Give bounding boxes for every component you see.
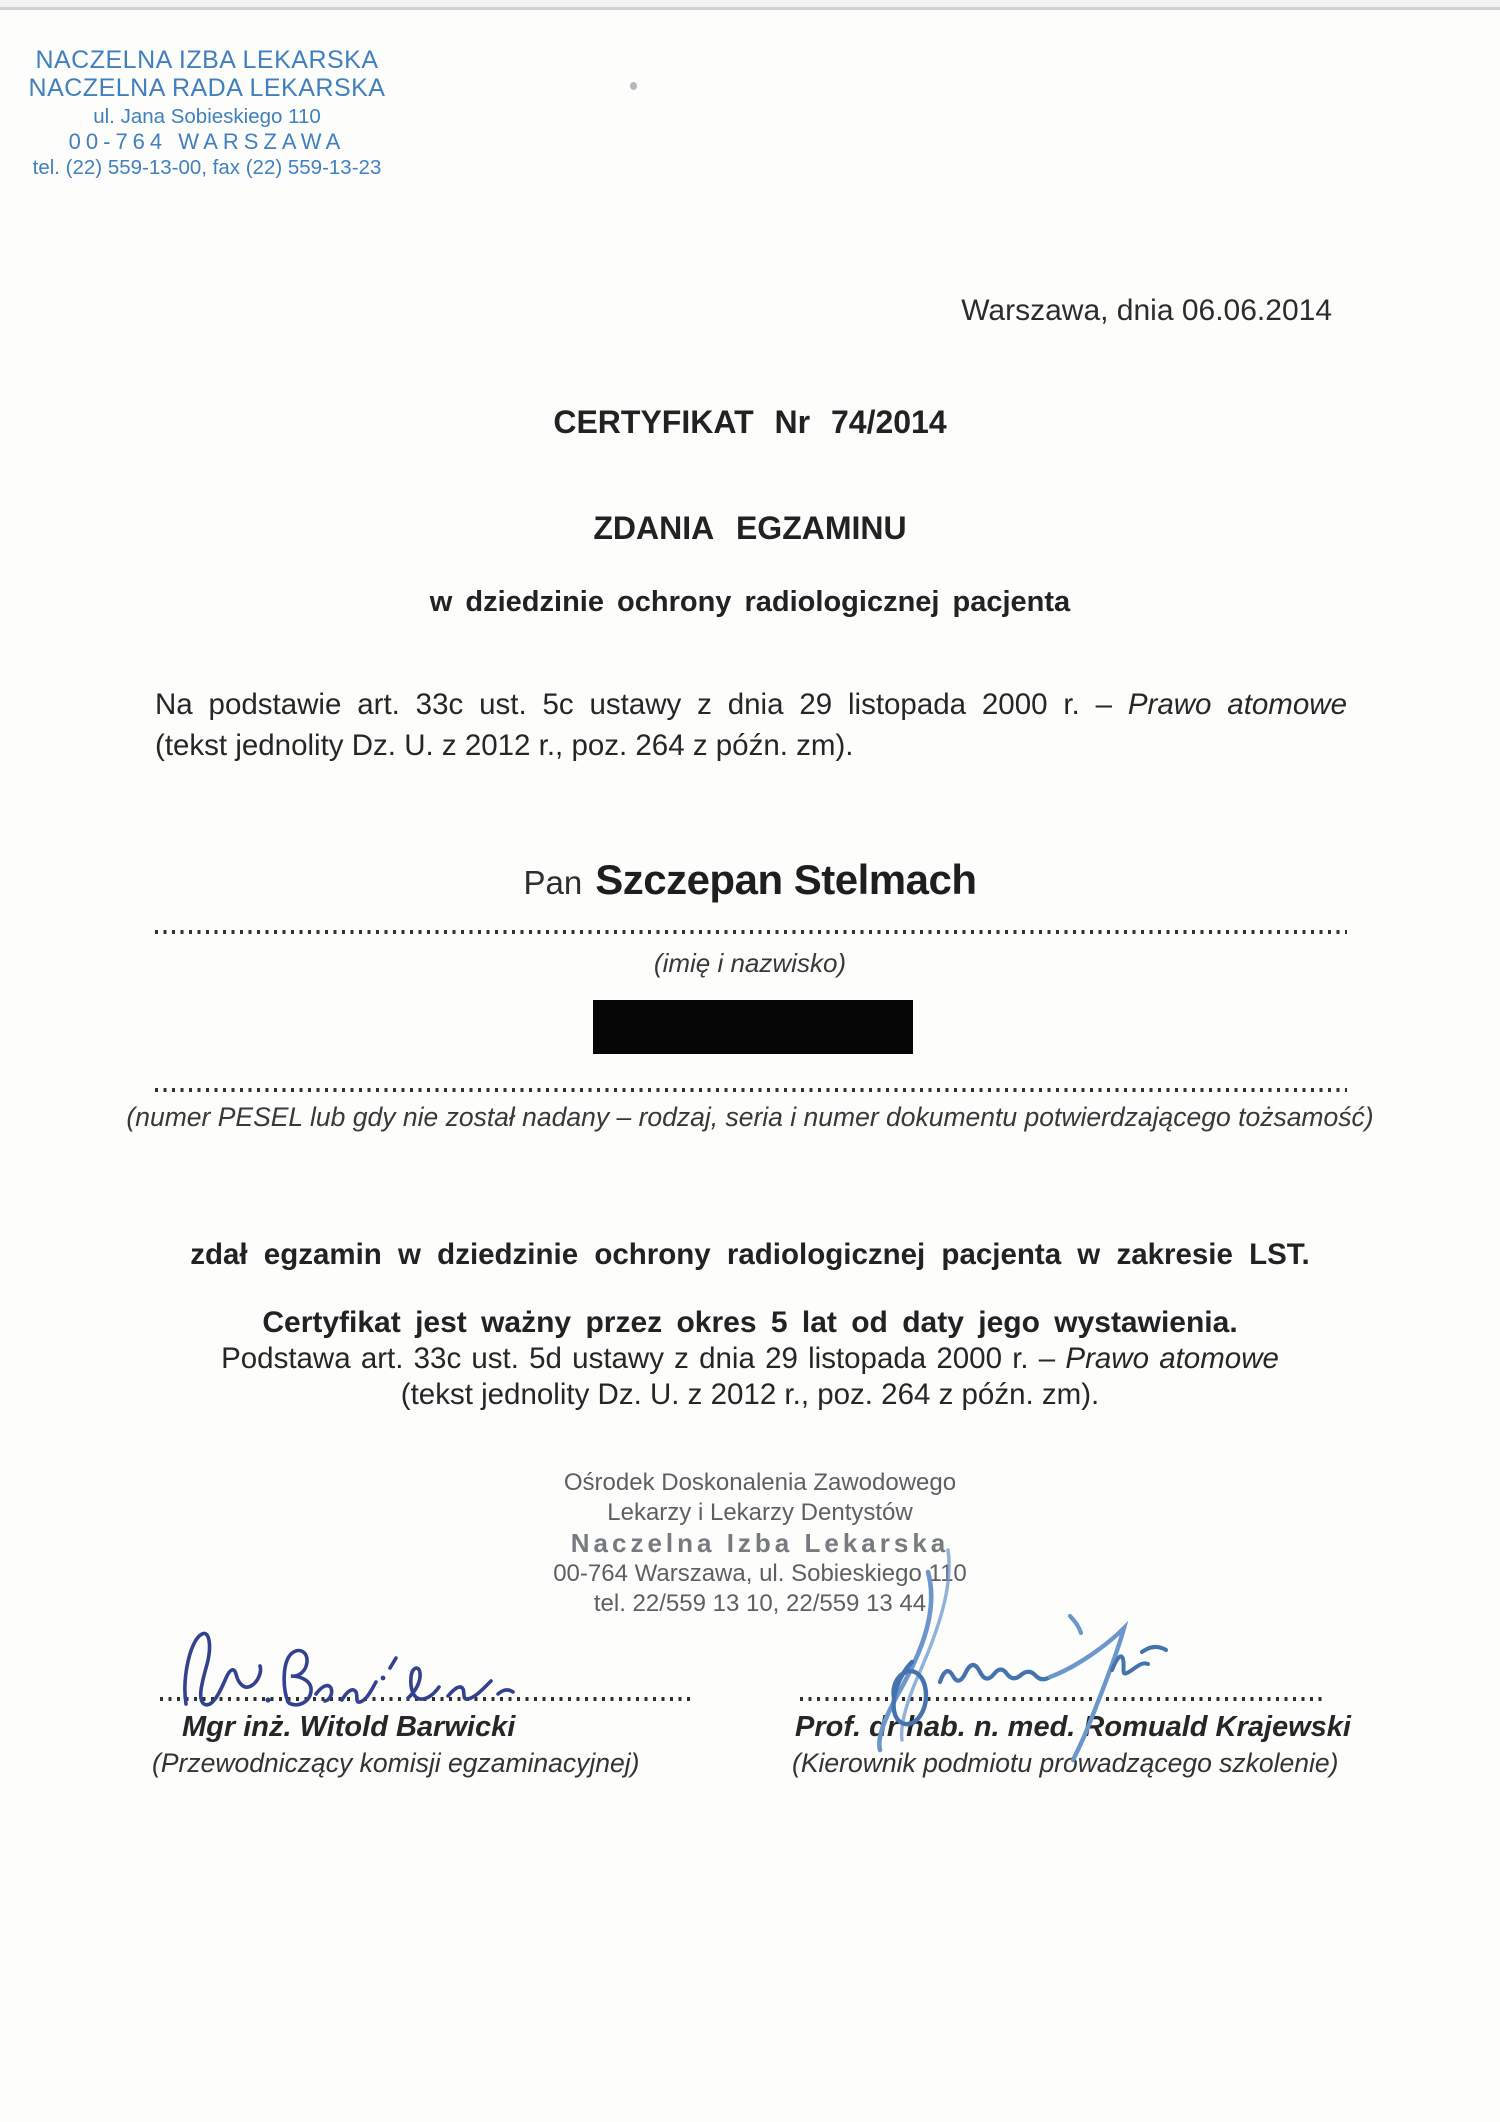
legal-basis-paragraph [155,684,1347,766]
office-stamp [450,1468,1070,1619]
scan-speck [630,82,637,90]
legal-basis-line-1 [155,684,1347,725]
statement-validity: Certyfikat jest ważny przez okres 5 lat od daty jego wystawienia. [262,1306,1238,1339]
name-dotted-line [155,930,1347,934]
legal-basis-act-name: Prawo atomowe [1127,688,1347,721]
pesel-dotted-line [155,1088,1347,1092]
letterhead-line-1: NACZELNA IZBA LEKARSKA [35,46,379,74]
recipient-line [0,856,1500,904]
right-signatory-role: (Kierownik podmiotu prowadzącego szkolenie) [792,1748,1339,1778]
certificate-subtitle-domain: w dziedzinie ochrony radiologicznej pacjenta [429,586,1071,618]
right-signatory-name: Prof. dr hab. n. med. Romuald Krajewski [795,1711,1351,1743]
statement-passed-exam: zdał egzamin w dziedzinie ochrony radiologicznej pacjenta w zakresie LST. [190,1238,1310,1271]
statement-legal-basis [0,1342,1500,1376]
left-signature-dotted-line [160,1697,692,1701]
date-line: Warszawa, dnia 06.06.2014 [961,294,1332,327]
pesel-redaction-box [593,1000,913,1054]
office-stamp-address: 00-764 Warszawa, ul. Sobieskiego 110 [553,1560,967,1587]
statement-legal-basis-text: Podstawa art. 33c ust. 5d ustawy z dnia 29 listopada 2000 r. – [221,1342,1066,1375]
office-stamp-line-2: Lekarzy i Lekarzy Dentystów [607,1499,913,1526]
legal-basis-line-2: (tekst jednolity Dz. U. z 2012 r., poz. 264 z późn. zm). [155,729,854,762]
certificate-title: CERTYFIKAT Nr 74/2014 [553,404,947,440]
right-signature-dotted-line [800,1697,1324,1701]
statement-act-name: Prawo atomowe [1065,1342,1279,1375]
left-signatory-name: Mgr inż. Witold Barwicki [182,1711,516,1743]
office-stamp-line-1: Ośrodek Doskonalenia Zawodowego [563,1469,957,1496]
recipient-salutation: Pan [523,864,583,901]
letterhead-phone: tel. (22) 559-13-00, fax (22) 559-13-23 [32,156,382,179]
letterhead-city: 00-764 WARSZAWA [68,129,346,154]
recipient-name: Szczepan Stelmach [595,856,977,903]
letterhead-stamp [20,46,394,180]
certificate-subtitle: ZDANIA EGZAMINU [593,510,907,546]
signature-barwicki [150,1626,710,1716]
pesel-field-caption: (numer PESEL lub gdy nie został nadany – rodzaj, seria i numer dokumentu potwierdzającego tożsamość) [126,1102,1374,1132]
statement-legal-basis-2: (tekst jednolity Dz. U. z 2012 r., poz. 264 z późn. zm). [400,1378,1100,1411]
office-stamp-org: Naczelna Izba Lekarska [570,1528,950,1558]
letterhead-street: ul. Jana Sobieskiego 110 [93,105,321,128]
legal-basis-text: Na podstawie art. 33c ust. 5c ustawy z dnia 29 listopada 2000 r. – [155,688,1128,721]
scan-edge-artifact [0,0,1500,12]
name-field-caption: (imię i nazwisko) [653,948,847,978]
letterhead-line-2: NACZELNA RADA LEKARSKA [28,74,386,102]
left-signatory-role: (Przewodniczący komisji egzaminacyjnej) [152,1748,640,1778]
office-stamp-phone: tel. 22/559 13 10, 22/559 13 44 [593,1590,927,1617]
